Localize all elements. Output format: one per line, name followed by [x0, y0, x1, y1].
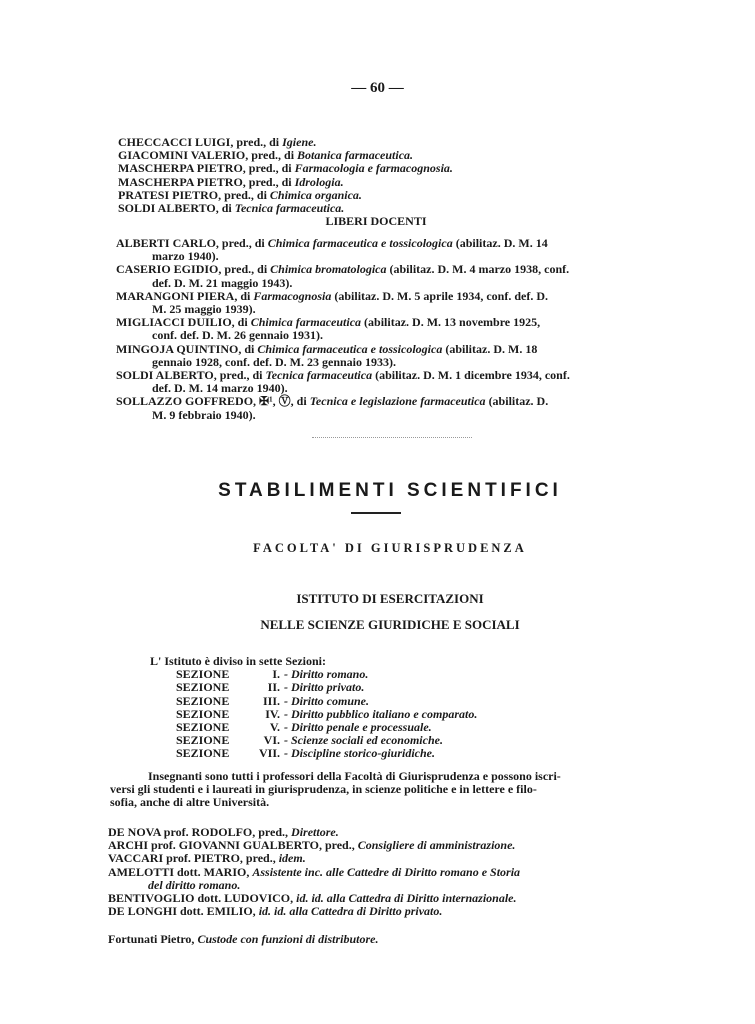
section-row: SEZIONE VII. - Discipline storico-giuridiche.: [176, 746, 435, 761]
title-underline: [351, 512, 401, 514]
list-item: GIACOMINI VALERIO, pred., di Botanica farmaceutica.: [118, 148, 414, 163]
sections-intro: L' Istituto è diviso in sette Sezioni:: [150, 654, 326, 668]
list-item: MASCHERPA PIETRO, pred., di Farmacologia e farmacognosia.: [118, 161, 453, 176]
faculty-heading: FACOLTA' DI GIURISPRUDENZA: [253, 541, 527, 555]
staff-item: DE LONGHI dott. EMILIO, id. id. alla Cattedra di Diritto privato.: [108, 904, 443, 919]
sections-block: [150, 655, 477, 761]
staff-item: BENTIVOGLIO dott. LUDOVICO, id. id. alla Cattedra di Diritto internazionale.: [108, 891, 517, 906]
docente-entry: ALBERTI CARLO, pred., di Chimica farmaceutica e tossicologica (abilitaz. D. M. 14 marzo 1940).: [116, 236, 548, 264]
list-item: SOLDI ALBERTO, di Tecnica farmaceutica.: [118, 201, 345, 216]
page-number: — 60 —: [351, 80, 404, 96]
staff-item: del diritto romano.: [148, 877, 241, 892]
institute-title: ISTITUTO DI ESERCITAZIONI: [296, 591, 484, 606]
list-item: CHECCACCI LUIGI, pred., di Igiene.: [118, 135, 317, 149]
staff-item: ARCHI prof. GIOVANNI GUALBERTO, pred., Consigliere di amministrazione.: [108, 838, 516, 853]
section-row: SEZIONE II. - Diritto privato.: [176, 680, 365, 695]
docente-entry: MINGOJA QUINTINO, di Chimica farmaceutica e tossicologica (abilitaz. D. M. 18 gennaio 1928, conf. def. D. M. 23 gennaio 1933).: [116, 341, 538, 369]
staff-list: [108, 826, 668, 918]
docente-entry: MARANGONI PIERA, di Farmacognosia (abilitaz. D. M. 5 aprile 1934, conf. def. D. M. 25 maggio 1939).: [116, 288, 548, 317]
docente-entry: MIGLIACCI DUILIO, di Chimica farmaceutica (abilitaz. D. M. 13 novembre 1925, conf. def. D. M. 26 gennaio 1931).: [116, 315, 541, 343]
docente-entry: SOLLAZZO GOFFREDO, ✠¹, Ⓥ, di Tecnica e legislazione farmaceutica (abilitaz. D. M. 9 febbraio 1940).: [116, 394, 549, 422]
section-row: SEZIONE I. - Diritto romano.: [176, 667, 369, 682]
staff-item: AMELOTTI dott. MARIO, Assistente inc. alle Cattedre di Diritto romano e Storia: [108, 864, 521, 879]
dotted-separator: [312, 437, 472, 438]
section-row: SEZIONE V. - Diritto penale e processuale.: [176, 720, 432, 735]
section-row: SEZIONE IV. - Diritto pubblico italiano e comparato.: [176, 706, 478, 721]
section-row: SEZIONE VI. - Scienze sociali ed economiche.: [176, 733, 443, 748]
docente-entry: CASERIO EGIDIO, pred., di Chimica bromatologica (abilitaz. D. M. 4 marzo 1938, conf. def. D. M. 21 maggio 1943).: [116, 262, 570, 290]
staff-item: DE NOVA prof. RODOLFO, pred., Direttore.: [108, 825, 339, 839]
docente-entry: SOLDI ALBERTO, pred., di Tecnica farmaceutica (abilitaz. D. M. 1 dicembre 1934, conf. def. D. M. 14 marzo 1940).: [116, 368, 570, 396]
liberi-docenti-heading: LIBERI DOCENTI: [325, 214, 427, 229]
list-item: MASCHERPA PIETRO, pred., di Idrologia.: [118, 174, 344, 189]
liberi-docenti-list: [116, 237, 668, 422]
section-row: SEZIONE III. - Diritto comune.: [176, 693, 370, 708]
list-item: PRATESI PIETRO, pred., di Chimica organica.: [118, 187, 362, 202]
teachers-paragraph: Insegnanti sono tutti i professori della Facoltà di Giurisprudenza e possono iscri- versi gli studenti e i laureati in giurisprudenza, in scienze politiche e in lettere e filo- sofia, anche di altre Università.: [110, 769, 561, 810]
staff-item: VACCARI prof. PIETRO, pred., idem.: [108, 851, 306, 866]
institute-subtitle: NELLE SCIENZE GIURIDICHE E SOCIALI: [260, 617, 520, 632]
main-title: STABILIMENTI SCIENTIFICI: [218, 480, 562, 501]
custodian-line: Fortunati Pietro, Custode con funzioni di distributore.: [108, 932, 379, 946]
faculty-list-top: [118, 136, 634, 228]
